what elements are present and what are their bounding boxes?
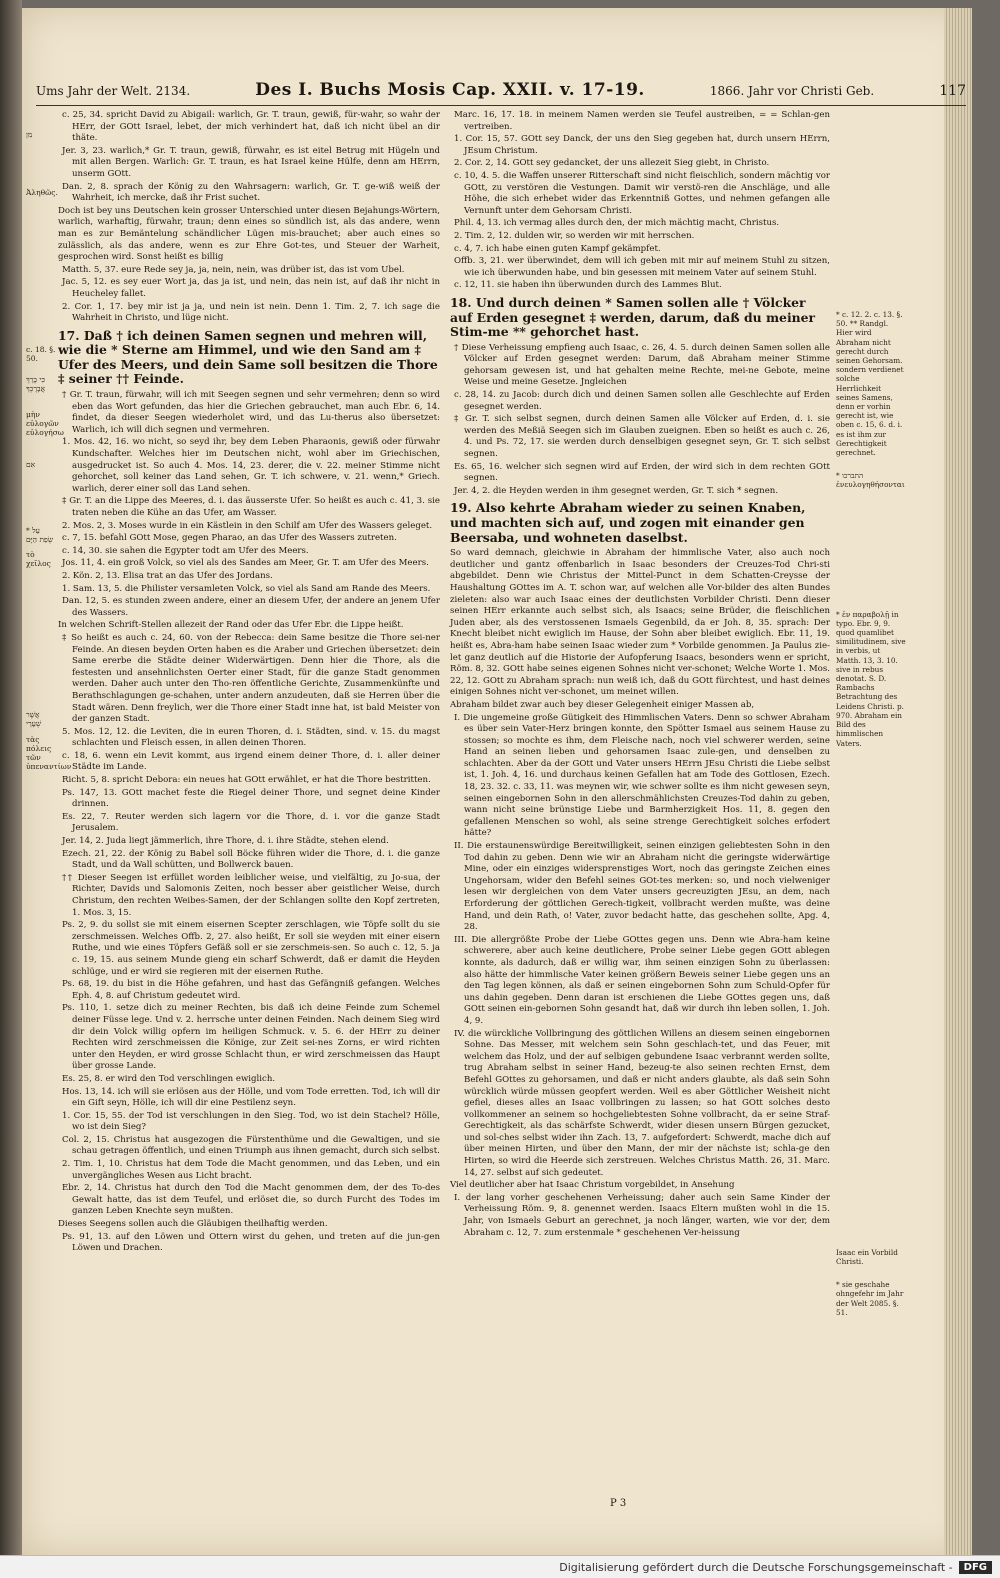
header-date: 1866. Jahr vor Christi Geb. <box>709 84 875 98</box>
commentary-line: Ps. 68, 19. du bist in die Höhe gefahren, und hast das Gefängniß gefangen. Welches Eph. 4, 8. auf Christum gedeutet wird. <box>62 979 440 1001</box>
commentary-line: c. 25, 34. spricht David zu Abigail: warlich, Gr. T. traun, gewiß, für-wahr, so wahr der HErr, der GOtt Israel, lebet, der mich verhindert hat, daß ich nicht übel an dir thäte. <box>62 110 440 144</box>
commentary-line: Abraham bildet zwar auch bey dieser Gelegenheit einiger Massen ab, <box>450 699 755 710</box>
margin-note: * עַל שְׂפַת הַיָּם <box>26 526 54 544</box>
commentary-line: II. Die erstaunenswürdige Bereitwilligkeit, seinen einzigen geliebtesten Sohn in den Tod dahin zu geben. Denn wie wir an Abraham nicht die geringste widerwärtige Mine, oder ein einziges widersprenstiges Wort, noch das geringste Zeichen eines Ungehorsam, wider den Befehl seines GOt-tes merken: so, und noch vielweniger lesen wir dergleichen von dem Vater unsers gecreuzigten JEsu, an dem, nach Erforderung der göttlichen Gerech-tigkeit, vollbracht werden mußte, was deine Hand, und dein Rath, o! Vater, zuvor bedacht hatte, das geschehen sollte, Apg. 4, 28. <box>454 841 830 933</box>
commentary-line: ‡ Gr. T. sich selbst segnen, durch deinen Samen alle Völcker auf Erden, d. i. sie werden des Meßiä Seegen sich im Glauben zueignen. Eben so heißt es auch c. 26, 4. und Ps. 72, 17. sie werden durch denselbigen gesegnet seyn, Gr. T. sich selbst segnen. <box>454 414 830 460</box>
signature-mark: P 3 <box>610 1498 627 1509</box>
commentary-line: c. 12, 11. sie haben ihn überwunden durch des Lammes Blut. <box>454 280 722 291</box>
margin-note: אִם <box>26 460 36 469</box>
commentary-line: 2. Tim. 1, 10. Christus hat dem Tode die Macht genommen, und das Leben, und ein unvergängliches Wesen aus Licht bracht. <box>62 1159 440 1181</box>
margin-note: τὸ χεῖλος <box>26 550 51 568</box>
footer-text: Digitalisierung gefördert durch die Deutsche Forschungsgemeinschaft - <box>559 1560 953 1574</box>
commentary-line: Jer. 3, 23. warlich,* Gr. T. traun, gewiß, fürwahr, es ist eitel Betrug mit Hügeln und mit allen Bergen. Warlich: Gr. T. traun, es hat Israel keine Hülfe, denn am HErrn, unserm GOtt. <box>62 145 440 179</box>
commentary-line: Ps. 91, 13. auf den Löwen und Ottern wirst du gehen, und treten auf die jun-gen Löwen und Drachen. <box>62 1231 440 1254</box>
commentary-line: Es. 65, 16. welcher sich segnen wird auf Erden, der wird sich in dem rechten GOtt segnen. <box>454 461 830 484</box>
commentary-line: III. Die allergrößte Probe der Liebe GOttes gegen uns. Denn wie Abra-ham keine schwerere, aber auch keine deutlichere, Probe seiner Liebe gegen GOtt ablegen konnte, als dadurch, daß er willig war, ihm seinen einzigen Sohn zu überlassen: also hätte der himmlische Vater keinen größern Beweis seiner Liebe gegen uns an den Tag legen können, als daß er seinen eingebornen Sohn zum Schuld-Opfer für uns dahin gegeben. Denn daran ist erschienen die Liebe GOttes gegen uns, daß GOtt seinen ein-gebornen Sohn gesandt hat, daß wir durch ihn leben sollen, 1. Joh. 4, 9. <box>454 934 830 1026</box>
commentary-line: c. 10, 4. 5. die Waffen unserer Ritterschaft sind nicht fleischlich, sondern mächtig vor GOtt, zu verstören die Vestungen. Damit wir verstö-ren die Anschläge, und alle Höhe, die sich erhebet wider das Erkenntniß Gottes, und nehmen gefangen alle Vernunft unter dem Gehorsam Christi. <box>454 170 830 216</box>
commentary-line: Marc. 16, 17. 18. in meinem Namen werden sie Teufel austreiben, = = Schlan-gen vertreiben. <box>454 110 830 132</box>
margin-note: * התברכו ἐνευλογηθήσονται <box>836 471 905 490</box>
header-book-chapter: Des I. Buchs Mosis Cap. XXII. v. 17-19. <box>255 80 645 100</box>
commentary-line: 1. Cor. 15, 57. GOtt sey Danck, der uns den Sieg gegeben hat, durch unsern HErrn, JEsum Christum. <box>454 134 830 156</box>
margin-note: c. 18. §. 50. <box>26 345 56 363</box>
commentary-line: 1. Cor. 15, 55. der Tod ist verschlungen in den Sieg. Tod, wo ist dein Stachel? Hölle, wo ist dein Sieg? <box>62 1110 440 1133</box>
digitization-footer <box>0 1555 1000 1578</box>
left-column <box>58 110 440 1256</box>
commentary-line: 2. Tim. 2, 12. dulden wir, so werden wir mit herrschen. <box>454 230 695 241</box>
right-column <box>450 110 830 1240</box>
commentary-line: Jac. 5, 12. es sey euer Wort ja, das ja ist, und nein, das nein ist, auf daß ihr nicht in Heucheley fallet. <box>62 277 440 299</box>
left-margin-notes <box>26 110 72 1310</box>
commentary-line: Hos. 13, 14. ich will sie erlösen aus der Hölle, und vom Tode erretten. Tod, ich will dir ein Gift seyn, Hölle, ich will dir eine Pestilenz seyn. <box>62 1086 440 1109</box>
commentary-line: Dan. 12, 5. es stunden zween andere, einer an diesem Ufer, der andere an jenem Ufer des Wassers. <box>62 596 440 618</box>
commentary-line: 2. Cor. 1, 17. bey mir ist ja ja, und nein ist nein. Denn 1. Tim. 2, 7. ich sage die Wahrheit in Christo, und lüge nicht. <box>62 301 440 324</box>
commentary-line: c. 18, 6. wenn ein Levit kommt, aus irgend einem deiner Thore, d. i. aller deiner Städte im Lande. <box>62 750 440 773</box>
book-spine <box>0 0 22 1578</box>
header-year: Ums Jahr der Welt. 2134. <box>36 84 191 98</box>
commentary-line: Ezech. 21, 22. der König zu Babel soll Böcke führen wider die Thore, d. i. die ganze Stadt, und da Wall schütten, und Bollwerck bauen. <box>62 848 440 871</box>
commentary-line: Doch ist bey uns Deutschen kein grosser Unterschied unter diesen Bejahungs-Wörtern, warlich, warhaftig, fürwahr, traun; denn eines so sündlich ist, als das andere, wenn man es zur Bemäntelung schändlicher Lügen mis-brauchet; aber auch eines so zulässlich, als das andere, wenn es zur Ehre Got-tes, und Steuer der Warheit, gesprochen wird. Sonst heißt es billig <box>58 205 440 263</box>
margin-note: * ἐν παραβολῇ in typo. Ebr. 9, 9. quod quamlibet similitudinem, sive in verbis, ut Matth. 13, 3. 10. sive in rebus denotat. S. D. Rambachs Betrachtung des Leidens Christi. p. 970. Abraham ein Bild des himmlischen Vaters. <box>836 609 906 748</box>
margin-note: Ἀληθῶς. <box>26 188 58 197</box>
commentary-line: Dan. 2, 8. sprach der König zu den Wahrsagern: warlich, Gr. T. ge-wiß weiß der Wahrheit, ich mercke, daß ihr Frist suchet. <box>62 181 440 204</box>
margin-note: כִּי בָרֵךְ אֲבָרֶכְךָ <box>26 375 46 393</box>
commentary-line: 5. Mos. 12, 12. die Leviten, die in euren Thoren, d. i. Städten, sind. v. 15. du magst schlachten und Fleisch essen, in allen deinen Thoren. <box>62 726 440 749</box>
commentary-line: Es. 25, 8. er wird den Tod verschlingen ewiglich. <box>62 1073 276 1084</box>
running-head <box>36 80 966 102</box>
margin-note: μὴν εὐλογῶν εὐλογήσω <box>26 410 64 437</box>
commentary-line: Viel deutlicher aber hat Isaac Christum vorgebildet, in Ansehung <box>450 1180 735 1191</box>
commentary-line: Jer. 4, 2. die Heyden werden in ihm gesegnet werden, Gr. T. sich * segnen. <box>454 485 779 496</box>
commentary-line: c. 7, 15. befahl GOtt Mose, gegen Pharao, an das Ufer des Wassers zutreten. <box>62 533 397 544</box>
commentary-line: c. 28, 14. zu Jacob: durch dich und deinen Samen sollen alle Geschlechte auf Erden gesegnet werden. <box>454 390 830 412</box>
commentary-line: Col. 2, 15. Christus hat ausgezogen die Fürstenthüme und die Gewaltigen, und sie schau getragen öffentlich, und einen Triumph aus ihnen gemacht, durch sich selbst. <box>62 1134 440 1157</box>
commentary-line: 1. Mos. 42, 16. wo nicht, so seyd ihr, bey dem Leben Pharaonis, gewiß oder fürwahr Kundschafter. Welches hier im Deutschen nicht, wohl aber im Griechischen, ausgedrucket ist. So auch 4. Mos. 14, 23. derer, die v. 22. meiner Stimme nicht gehorchet, soll keiner das Land sehen, Gr. T. ich schwere, v. 21. wenn,* Griech. warlich, derer einer soll das Land sehen. <box>62 437 440 494</box>
margin-note: * c. 12. 2. c. 13. §. 50. ** Randgl. Hier wird Abraham nicht gerecht durch seinen Gehorsam. sondern verdienet solche Herrlichkeit seines Samens, denn er vorhin gerecht ist, wie oben c. 15, 6. d. i. es ist ihm zur Gerechtigkeit gerechnet. <box>836 310 904 458</box>
margin-note: אֲשֶׁר שְׁעָרֵי <box>26 710 42 728</box>
commentary-line: Es. 22, 7. Reuter werden sich lagern vor die Thore, d. i. vor die ganze Stadt Jerusalem. <box>62 811 440 834</box>
commentary-line: ‡ Gr. T. an die Lippe des Meeres, d. i. das äusserste Ufer. So heißt es auch c. 41, 3. sie traten neben die Kühe an das Ufer, am Wasser. <box>62 496 440 518</box>
commentary-line: Ebr. 2, 14. Christus hat durch den Tod die Macht genommen dem, der des To-des Gewalt hatte, das ist dem Teufel, und erlöset die, so durch Furcht des Todes im ganzen Leben Knechte seyn mußten. <box>62 1183 440 1217</box>
commentary-line: ‡ So heißt es auch c. 24, 60. von der Rebecca: dein Same besitze die Thore sei-ner Feinde. An diesen beyden Orten haben es die Araber und Griechen übersetzet: dein Same ererbe die Städte deiner Widerwärtigen. Denn hier die Thore, als die festesten und ansehnlichsten Oerter einer Stadt, für die ganze Stadt genommen werden. Daher auch unter den Tho-ren öffentliche Gerichte, Zusammenkünfte und Berathschlagungen ge-schahen, unter andern anzudeuten, daß sie Herren über die Stadt wären. Denn freylich, wer die Thore einer Stadt inne hat, ist bald Meister von der ganzen Stadt. <box>62 632 440 725</box>
verse-19: 19. Also kehrte Abraham wieder zu seinen Knaben, und machten sich auf, und zogen mit einander gen Beersaba, und wohneten daselbst. <box>450 500 806 545</box>
margin-note: Isaac ein Vorbild Christi. <box>836 1247 898 1266</box>
commentary-line: † Gr. T. traun, fürwahr, will ich mit Seegen segnen und sehr vermehren; denn so wird eben das Wort gefunden, das hier die Griechen gebrauchet, man auch Ebr. 6, 14. findet, da dieser Seegen wiederholet wird, und das Lu-therus also übersetzet: Warlich, ich will dich segnen und vermehren. <box>62 390 440 435</box>
margin-note: * sie geschahe ohngefehr im Jahr der Welt 2085. §. 51. <box>836 1280 904 1317</box>
commentary-line: c. 4, 7. ich habe einen guten Kampf gekämpfet. <box>454 243 661 254</box>
commentary-line: Ps. 2, 9. du sollst sie mit einem eisernen Scepter zerschlagen, wie Töpfe sollt du sie zerschmeissen. Welches Offb. 2, 27. also heißt, Er soll sie weyden mit einer eisern Ruthe, und wie eines Töpfers Gefäß soll er sie zerschmeis-sen. So auch c. 12, 5. ja c. 19, 15. aus seinem Munde gieng ein scharf Schwerdt, daß er damit die Heyden schlüge, und er wird sie regieren mit der eisernen Ruthe. <box>62 920 440 977</box>
commentary-line: 2. Cor. 2, 14. GOtt sey gedancket, der uns allezeit Sieg giebt, in Christo. <box>454 158 770 169</box>
commentary-line: † Diese Verheissung empfieng auch Isaac, c. 26, 4. 5. durch deinen Samen sollen alle Völcker auf Erden gesegnet werden: Darum, daß Abraham meiner Stimme gehorsam gewesen ist, und hat gehalten meine Rechte, mei-ne Gebote, meine Weise und meine Gesetze. Jngleichen <box>454 342 830 388</box>
commentary-line: 1. Sam. 13, 5. die Philister versamleten Volck, so viel als Sand am Rande des Meers. <box>62 583 431 594</box>
commentary-line: Ps. 147, 13. GOtt machet feste die Riegel deiner Thore, und segnet deine Kinder drinnen. <box>62 787 440 810</box>
commentary-line: Jer. 14, 2. Juda liegt jämmerlich, ihre Thore, d. i. ihre Städte, stehen elend. <box>62 836 389 847</box>
commentary-line: Phil. 4, 13. ich vermag alles durch den, der mich mächtig macht, Christus. <box>454 218 780 229</box>
page-number: 117 <box>939 83 966 99</box>
commentary-line: Dieses Seegens sollen auch die Gläubigen theilhaftig werden. <box>58 1219 328 1230</box>
right-margin-notes <box>836 310 906 1331</box>
commentary-line: I. der lang vorher geschehenen Verheissung; daher auch sein Same Kinder der Verheissung Röm. 9, 8. genennet werden. Isaacs Eltern mußten wohl in die 15. Jahr, von Ismaels Geburt an gerechnet, ja noch länger, warten, wie vor der, dem Abraham c. 12, 7. zum erstenmale * geschehenen Ver-heissung <box>454 1192 830 1238</box>
verse-17: 17. Daß † ich deinen Samen segnen und mehren will, wie die * Sterne am Himmel, und wie den Sand am ‡ Ufer des Meers, und dein Same soll besitzen die Thore ‡ seiner †† Feinde. <box>58 327 438 387</box>
commentary-line: Ps. 110, 1. setze dich zu meiner Rechten, bis daß ich deine Feinde zum Schemel deiner Füsse lege. Und v. 2. herrsche unter deinen Feinden. Nach deinem Sieg wird dir dein Volck willig opfern im heiligen Schmuck. v. 5. 6. der HErr zu deiner Rechten wird zerschmeissen die Könige, zur Zeit sei-nes Zorns, er wird richten unter den Heyden, er wird grosse Schlacht thun, er wird zerschmeissen das Haupt über grosse Lande. <box>62 1003 440 1072</box>
header-rule <box>36 105 966 106</box>
commentary-line: 2. Mos. 2, 3. Moses wurde in ein Kästlein in den Schilf am Ufer des Wassers geleget. <box>62 520 433 531</box>
commentary-line: IV. die würckliche Vollbringung des göttlichen Willens an diesem seinen eingebornen Sohne. Das Messer, mit welchem sein Sohn geschlach-tet, und das Feuer, mit welchem das Holz, und der auf selbigen gebundene Isaac verbrannt werden sollte, trug Abraham selbst in seiner Hand, bezeug-te also seinen rechten Ernst, dem Befehl GOttes zu gehorsamen, und daß er nicht anders glaubte, als daß sein Sohn würcklich würde müssen geopfert werden. Weil es aber Göttlicher Weisheit nicht gefiel, dieses alles an Isaac vollbringen zu lassen; so hat GOtt solches desto vollkommener an seinem so hochgeliebtesten Sohne vollbracht, da er seine Straf-Gerechtigkeit, als das schärfste Schwerdt, wider diesen unsern Bürgen gezucket, und sol-ches selbst wider ihn Zach. 13, 7. aufgefordert: Schwerdt, mache dich auf über meinen Hirten, und über den Mann, der mir der nächste ist; schla-ge den Hirten, so wird die Heerde sich zerstreuen. Welches Christus Matth. 26, 31. Marc. 14, 27. selbst auf sich gedeutet. <box>454 1028 830 1178</box>
commentary-line: c. 14, 30. sie sahen die Egypter todt am Ufer des Meers. <box>62 545 309 556</box>
dfg-logo: DFG <box>959 1561 992 1574</box>
commentary-line: Matth. 5, 37. eure Rede sey ja, ja, nein, nein, was drüber ist, das ist vom Ubel. <box>62 264 405 275</box>
commentary-line: 2. Kön. 2, 13. Elisa trat an das Ufer des Jordans. <box>62 570 273 581</box>
commentary-line: In welchen Schrift-Stellen allezeit der Rand oder das Ufer Ebr. die Lippe heißt. <box>58 620 404 631</box>
verse-18: 18. Und durch deinen * Samen sollen alle † Völcker auf Erden gesegnet ‡ werden, darum, daß du meiner Stim-me ** gehorchet hast. <box>450 294 816 340</box>
commentary-line: Jos. 11, 4. ein groß Volck, so viel als des Sandes am Meer, Gr. T. am Ufer des Meers. <box>62 558 429 569</box>
commentary-line: Richt. 5, 8. spricht Debora: ein neues hat GOtt erwählet, er hat die Thore bestritten. <box>62 775 431 786</box>
page-edge <box>944 8 972 1556</box>
commentary-line: So ward demnach, gleichwie in Abraham der himmlische Vater, also auch noch deutlicher und gantz offenbarlich in Isaac besonders der Creuzes-Tod Chri-sti abgebildet. Denn wie Christus der Mittel-Punct in dem Schatten-Creysse der Haushaltung GOttes im A. T. schon war, auf welchen alle Vor-bilder des alten Bundes zieleten: also war auch Isaac eines der deutlichsten Vorbilder Christi. Denn dieser seinen HErr erkannte auch selbst sich, als Isaacs; seine Brüder, die fleischlichen Juden aber, als des verstossenen Ismaels Gegenbild, da er Joh. 8, 35. sprach: Der Knecht bleibet nicht ewiglich im Hause, der Sohn aber bleibet ewiglich. Ebr. 11, 19. heißt es, Abra-ham habe seinen Isaac wieder zum * Vorbilde genommen. Ja Paulus zie-let ganz deutlich auf die Historie der Aufopferung Isaacs, besonders wenn er spricht, Röm. 8, 32. GOtt habe seines eigenen Sohnes nicht ver-schonet; Welche Worte 1. Mos. 22, 12. GOtt zu Abraham sprach: nun weiß ich, daß du GOtt fürchtest, und hast deines einigen Sohnes nicht ver-schonet, um meinet willen. <box>450 548 830 698</box>
commentary-line: †† Dieser Seegen ist erfüllet worden leiblicher weise, und vielfältig, zu Jo-sua, der Richter, Davids und Salomonis Zeiten, noch besser aber geistlicher Weise, durch Christum, den rechten Weibes-Samen, der der Schlangen sollte den Kopf zertreten, 1. Mos. 3, 15. <box>62 872 440 918</box>
commentary-line: Offb. 3, 21. wer überwindet, dem will ich geben mit mir auf meinem Stuhl zu sitzen, wie ich überwunden habe, und bin gesessen mit meinem Vater auf seinem Stuhl. <box>454 256 830 278</box>
margin-note: מִן <box>26 130 33 139</box>
margin-note: τὰς πόλεις τῶν ὑπεναντίων <box>26 735 72 771</box>
commentary-line: I. Die ungemeine große Gütigkeit des Himmlischen Vaters. Denn so schwer Abraham es über sein Vater-Herz bringen konnte, den Spötter Ismael aus seinem Hause zu stossen; so mochte es ihm, dem Fleische nach, noch viel schwerer werden, seine Hand an seinen lieben und gehorsamen Isaac zule-gen, und denselben zu schlachten. Aber da der GOtt und Vater unsers HErrn JEsu Christi die Liebe selbst ist, 1. Joh. 4, 16. und durchaus keinen Gefallen hat am Tode des Gottlosen, Ezech. 18, 23. 32. c. 33, 11. was meynen wir, wie schwer sollte es ihm nicht gewesen seyn, seinen eingebornen Sohn in den allerschmählichsten Creuzes-Tod dahin zu geben, wann nicht seine brünstige Liebe und Barmherzigkeit Hos. 11, 8. gegen den gefallenen Menschen so wohl, als seine strenge Gerechtigkeit solches erfodert hätte? <box>454 712 830 839</box>
